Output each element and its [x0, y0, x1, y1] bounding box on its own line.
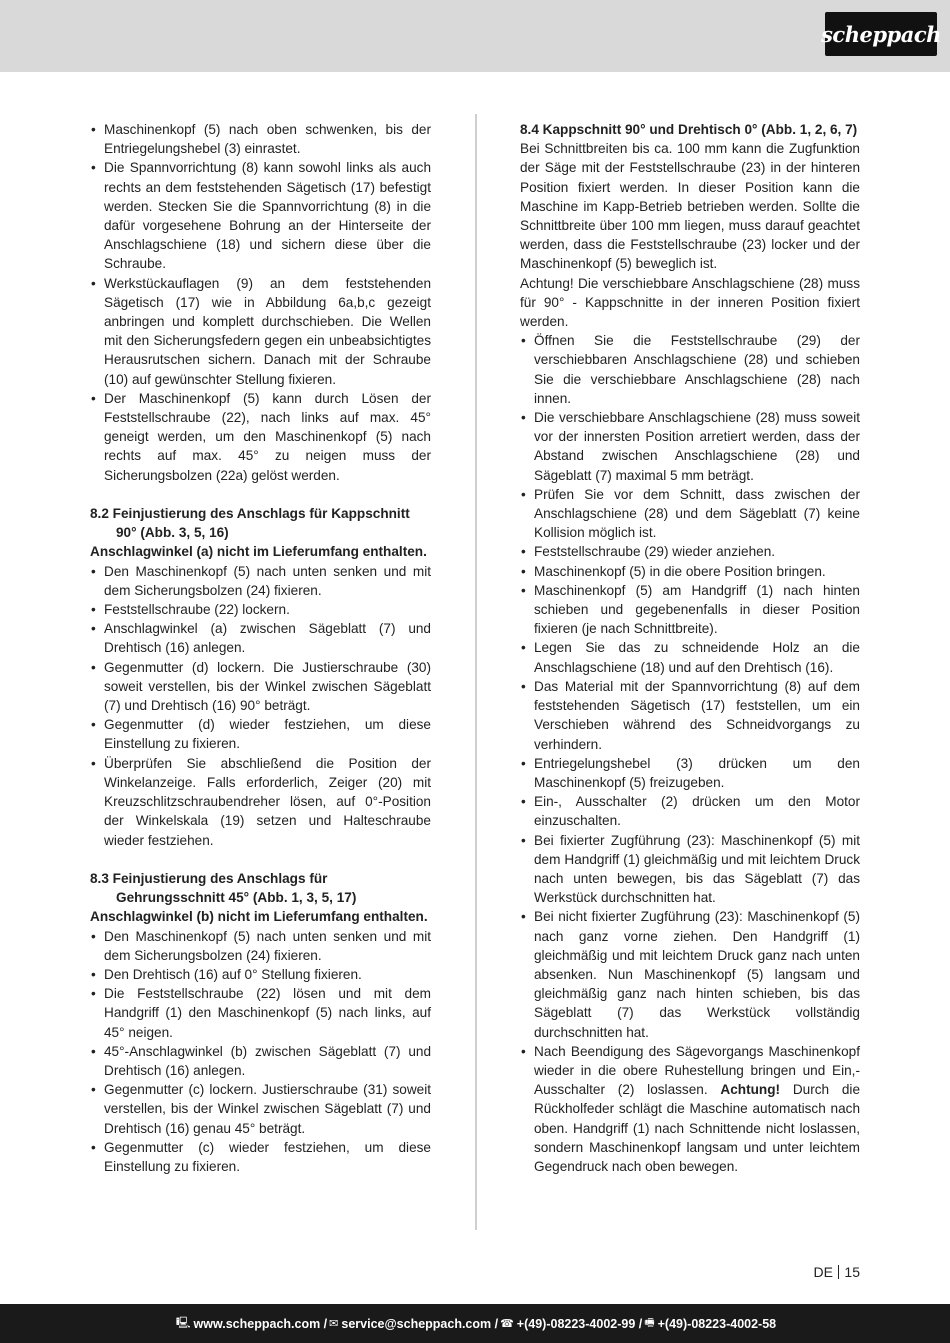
- left-column: [90, 120, 431, 1176]
- list-item: • Gegenmutter (c) lockern. Justierschraube (31) soweit verstellen, bis der Winkel zwischen Sägeblatt (7) und Drehtisch (16) genau 45° beträgt.: [90, 1080, 431, 1138]
- list-item: • Bei fixierter Zugführung (23): Maschinenkopf (5) mit dem Handgriff (1) gleichmäßig und mit leichtem Druck nach unten bewegen, bis das Sägeblatt (7) das Werkstück durchschnitten hat.: [520, 831, 860, 908]
- paragraph: Bei Schnittbreiten bis ca. 100 mm kann die Zugfunktion der Säge mit der Feststellschraube (23) in der hinteren Position fixiert werden. In dieser Position kann die Maschine im Kapp-Betrieb betrieben werden. Sollte die Schnittbreite über 100 mm liegen, muss darauf geachtet werden, dass die Feststellschraube (23) locker und der Maschinenkopf (5) beweglich ist.: [520, 141, 860, 272]
- list-item: • Werkstückauflagen (9) an dem feststehenden Sägetisch (17) wie in Abbildung 6a,b,c gezeigt anbringen und komplett durchschieben. Die Wellen mit den Sicherungsfedern gegen ein unbeabsichtigtes Herausrutschen sichern. Danach mit der Schraube (10) auf gewünschter Stellung fixieren.: [90, 274, 431, 389]
- list-item: • Feststellschraube (29) wieder anziehen.: [520, 542, 860, 561]
- item-text: Nach Beendigung des Sägevorgangs Maschinenkopf wieder in die obere Ruhestellung bringen und Ein,- Ausschalter (2) loslassen.: [534, 1043, 860, 1098]
- header-band: [0, 0, 950, 72]
- list-item: • Den Drehtisch (16) auf 0° Stellung fixieren.: [90, 965, 431, 984]
- right-column: [520, 120, 860, 1176]
- section-subheading: Anschlagwinkel (b) nicht im Lieferumfang enthalten.: [90, 909, 428, 925]
- list-item: • Die Feststellschraube (22) lösen und mit dem Handgriff (1) den Maschinenkopf (5) nach links, auf 45° neigen.: [90, 984, 431, 1042]
- list-item: • Öffnen Sie die Feststellschraube (29) der verschiebbaren Anschlagschiene (28) und schieben Sie die verschiebbare Anschlagschiene (28) nach innen.: [520, 331, 860, 408]
- scheppach-logo: [821, 12, 941, 56]
- page-number: [813, 1264, 860, 1280]
- list-item: • Überprüfen Sie abschließend die Position der Winkelanzeige. Falls erforderlich, Zeiger (20) mit Kreuzschlitzschraubendreher lösen, auf 0°-Position der Winkelskala (19) setzen und Halteschraube wieder festziehen.: [90, 754, 431, 850]
- list-item: • Entriegelungshebel (3) drücken um den Maschinenkopf (5) freizugeben.: [520, 754, 860, 792]
- phone-icon: ☎: [500, 1318, 514, 1330]
- list-item: [520, 1042, 860, 1176]
- section-heading-8-4: 8.4 Kappschnitt 90° und Drehtisch 0° (Abb. 1, 2, 6, 7): [520, 122, 858, 137]
- computer-icon: 🖳: [175, 1317, 191, 1329]
- list-item: • Bei nicht fixierter Zugführung (23): Maschinenkopf (5) nach ganz vorne ziehen. Den Handgriff (1) gleichmäßig und mit leichtem Druck ganz nach unten absenken. Nun Maschinenkopf (5) langsam und gleichmäßig ganz nach hinten schieben, bis das Sägeblatt (7) das Werkstück vollständig durchschnitten hat.: [520, 907, 860, 1041]
- page-lang: DE: [813, 1264, 833, 1280]
- section-subheading: Anschlagwinkel (a) nicht im Lieferumfang enthalten.: [90, 544, 427, 560]
- list-item: • Maschinenkopf (5) am Handgriff (1) nach hinten schieben und gegebenenfalls in dieser Position fixieren (je nach Schnittbreite).: [520, 581, 860, 639]
- footer-phone: +(49)-08223-4002-99 /: [516, 1316, 643, 1331]
- list-item: • Maschinenkopf (5) in die obere Position bringen.: [520, 562, 860, 581]
- warning-label: Achtung!: [720, 1082, 781, 1098]
- item-text: Durch die Rückholfeder schlägt die Maschine automatisch nach oben. Handgriff (1) nach Schnittende nicht loslassen, sondern Maschinenkopf langsam und unter leichtem Gegendruck nach oben bewegen.: [534, 1082, 861, 1174]
- list-item: • Den Maschinenkopf (5) nach unten senken und mit dem Sicherungsbolzen (24) fixieren.: [90, 562, 431, 600]
- section-heading-8-3: 8.3 Feinjustierung des Anschlags für Gehrungsschnitt 45° (Abb. 1, 3, 5, 17): [90, 870, 357, 906]
- fax-icon: 🖷: [644, 1317, 655, 1329]
- column-divider: [475, 114, 477, 1230]
- footer-web[interactable]: www.scheppach.com /: [193, 1316, 328, 1331]
- paragraph: Achtung! Die verschiebbare Anschlagschiene (28) muss für 90° - Kappschnitte in der inneren Position fixiert werden.: [520, 275, 860, 330]
- footer-email[interactable]: service@scheppach.com /: [341, 1316, 499, 1331]
- list-item: • Ein-, Ausschalter (2) drücken um den Motor einzuschalten.: [520, 792, 860, 830]
- list-item: • Gegenmutter (d) wieder festziehen, um diese Einstellung zu fixieren.: [90, 715, 431, 753]
- footer-contact-bar: [0, 1304, 950, 1343]
- list-item: • Legen Sie das zu schneidende Holz an die Anschlagschiene (18) und auf den Drehtisch (16).: [520, 638, 860, 676]
- footer-fax: +(49)-08223-4002-58: [657, 1316, 777, 1331]
- list-item: • Feststellschraube (22) lockern.: [90, 600, 431, 619]
- list-item: • Den Maschinenkopf (5) nach unten senken und mit dem Sicherungsbolzen (24) fixieren.: [90, 927, 431, 965]
- list-item: • Der Maschinenkopf (5) kann durch Lösen der Feststellschraube (22), nach links auf max. 45° geneigt werden, um den Maschinenkopf (5) nach rechts auf max. 45° zu neigen muss der Sicherungsbolzen (22a) gelöst werden.: [90, 389, 431, 485]
- list-item: • Gegenmutter (c) wieder festziehen, um diese Einstellung zu fixieren.: [90, 1138, 431, 1176]
- section-heading-8-2: 8.2 Feinjustierung des Anschlags für Kappschnitt 90° (Abb. 3, 5, 16): [90, 506, 410, 541]
- list-item: • 45°-Anschlagwinkel (b) zwischen Sägeblatt (7) und Drehtisch (16) anlegen.: [90, 1042, 431, 1080]
- envelope-icon: ✉: [329, 1318, 339, 1330]
- list-item: • Die verschiebbare Anschlagschiene (28) muss soweit vor der innersten Position arretiert werden, dass der Abstand zwischen Anschlagschiene (28) und Sägeblatt (7) maximal 5 mm beträgt.: [520, 408, 860, 485]
- logo-text: scheppach: [821, 21, 941, 47]
- list-item: • Das Material mit der Spannvorrichtung (8) auf dem feststehenden Sägetisch (17) feststellen, um ein Verschieben während des Schneidvorgangs zu verhindern.: [520, 677, 860, 754]
- list-item: • Maschinenkopf (5) nach oben schwenken, bis der Entriegelungshebel (3) einrastet.: [90, 120, 431, 158]
- list-item: • Gegenmutter (d) lockern. Die Justierschraube (30) soweit verstellen, bis der Winkel zwischen Sägeblatt (7) und Drehtisch (16) 90° beträgt.: [90, 658, 431, 716]
- list-item: • Prüfen Sie vor dem Schnitt, dass zwischen der Anschlagschiene (28) und dem Sägeblatt (7) keine Kollision möglich ist.: [520, 485, 860, 543]
- page-number-value: 15: [844, 1264, 860, 1280]
- list-item: • Anschlagwinkel (a) zwischen Sägeblatt (7) und Drehtisch (16) anlegen.: [90, 619, 431, 657]
- list-item: • Die Spannvorrichtung (8) kann sowohl links als auch rechts an dem feststehenden Sägetisch (17) befestigt werden. Stecken Sie die Spannvorrichtung (8) in die dafür vorgesehene Bohrung an der Hinterseite der Anschlagschiene (18) und sichern diese über die Schraube.: [90, 158, 431, 273]
